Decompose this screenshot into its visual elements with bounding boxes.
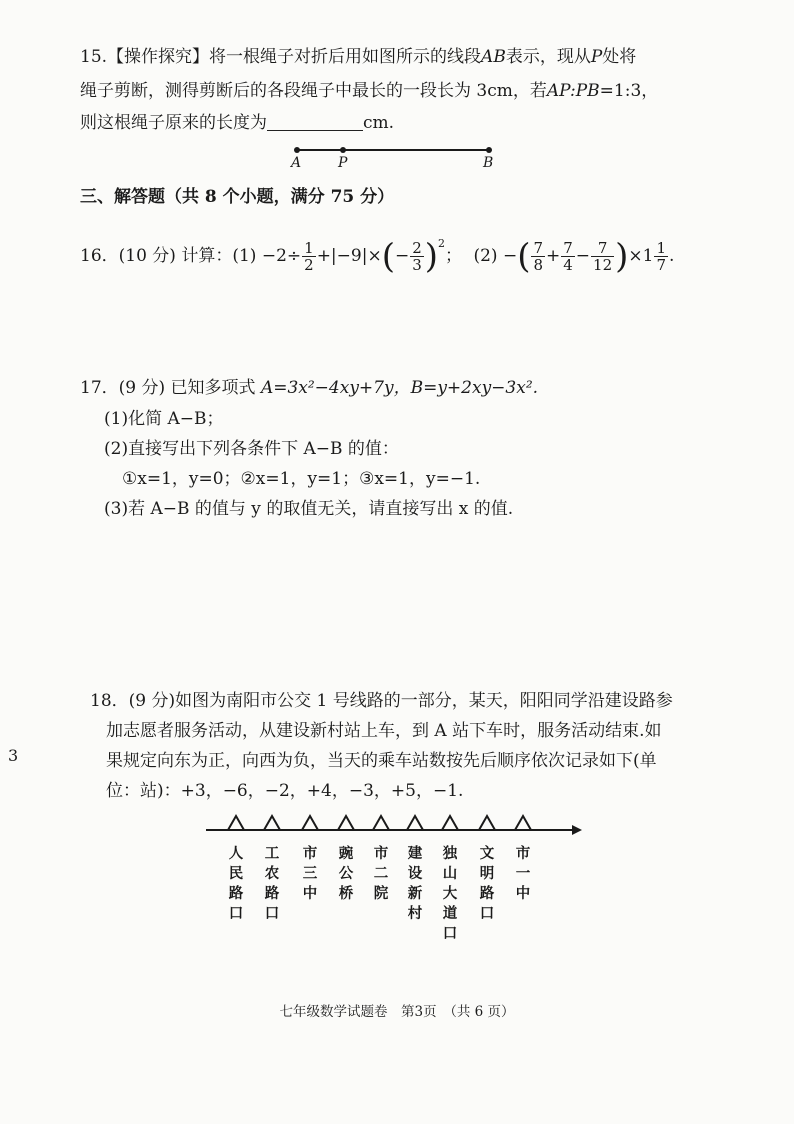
stop-label: 建设新村	[407, 846, 423, 922]
frac-1-7: $\frac{1}{7}$	[656, 239, 667, 274]
q16: 16．(10 分) 计算：(1) −2÷ $\frac{1}{2}$ +|−9|×(− $\frac{2}{3}$ )$^2$； (2) −( $\frac{7}{8}$ + $\frac{7}{4}$ − $\frac{7}{12}$ )×1 $\frac{1}{7}$ .	[80, 236, 675, 277]
stop-marker	[228, 816, 244, 830]
stop-marker	[515, 816, 531, 830]
stop-label: 市一中	[515, 846, 531, 902]
q15-line1: 15.【操作探究】将一根绳子对折后用如图所示的线段AB表示，现从P处将	[80, 47, 637, 67]
stop-marker	[338, 816, 354, 830]
label-a: A	[291, 155, 302, 171]
frac-1-2: $\frac{1}{2}$	[304, 239, 314, 274]
q15-line3: 则这根绳子原来的长度为 cm.	[80, 113, 395, 133]
q17-part3: (3)若 A−B 的值与 y 的取值无关，请直接写出 x 的值.	[104, 499, 514, 519]
section-3-heading: 三、解答题（共 8 个小题，满分 75 分）	[80, 187, 395, 207]
stop-marker	[264, 816, 280, 830]
q17-part1: (1)化简 A−B；	[104, 409, 224, 429]
q17-stem: 17．(9 分) 已知多项式 A=3x²−4xy+7y，B=y+2xy−3x².	[80, 378, 539, 398]
q17-part2: (2)直接写出下列各条件下 A−B 的值：	[104, 439, 399, 459]
stop-markers	[228, 816, 531, 830]
bus-route-diagram	[200, 810, 585, 840]
frac-2-3: $\frac{2}{3}$	[412, 239, 422, 274]
stop-label: 市三中	[302, 846, 318, 902]
side-mark: 3	[8, 746, 19, 765]
stop-label: 市二院	[373, 846, 389, 902]
frac-7-8: $\frac{7}{8}$	[533, 239, 543, 274]
q18-line2: 加志愿者服务活动，从建设新村站上车，到 A 站下车时，服务活动结束.如	[106, 721, 662, 741]
segment-ab-diagram	[285, 138, 505, 174]
stop-marker	[442, 816, 458, 830]
q18-line4: 位：站)：+3，−6，−2，+4，−3，+5，−1.	[106, 781, 464, 801]
stop-label: 人民路口	[228, 846, 244, 922]
page-footer: 七年级数学试题卷 第3页 （共 6 页）	[279, 1004, 515, 1020]
q15-line2: 绳子剪断，测得剪断后的各段绳子中最长的一段长为 3cm，若AP:PB=1:3，	[80, 81, 659, 101]
q18-line3: 果规定向东为正，向西为负，当天的乘车站数按先后顺序依次记录如下(单	[106, 751, 657, 771]
stop-label: 豌公桥	[338, 846, 354, 902]
stop-marker	[479, 816, 495, 830]
label-b: B	[483, 155, 494, 171]
frac-7-4: $\frac{7}{4}$	[563, 239, 573, 274]
stop-marker	[373, 816, 389, 830]
arrow-east-icon	[572, 825, 582, 835]
label-p: P	[338, 155, 348, 171]
stop-label: 文明路口	[479, 846, 495, 922]
stop-label: 工农路口	[264, 846, 280, 922]
q18-line1: 18．(9 分)如图为南阳市公交 1 号线路的一部分，某天，阳阳同学沿建设路参	[90, 691, 673, 711]
q17-conditions: ①x=1，y=0；②x=1，y=1；③x=1，y=−1.	[122, 469, 481, 489]
frac-7-12: $\frac{7}{12}$	[593, 239, 613, 274]
stop-marker	[407, 816, 423, 830]
stop-label: 独山大道口	[442, 846, 458, 942]
answer-blank	[267, 114, 363, 131]
stop-marker	[302, 816, 318, 830]
